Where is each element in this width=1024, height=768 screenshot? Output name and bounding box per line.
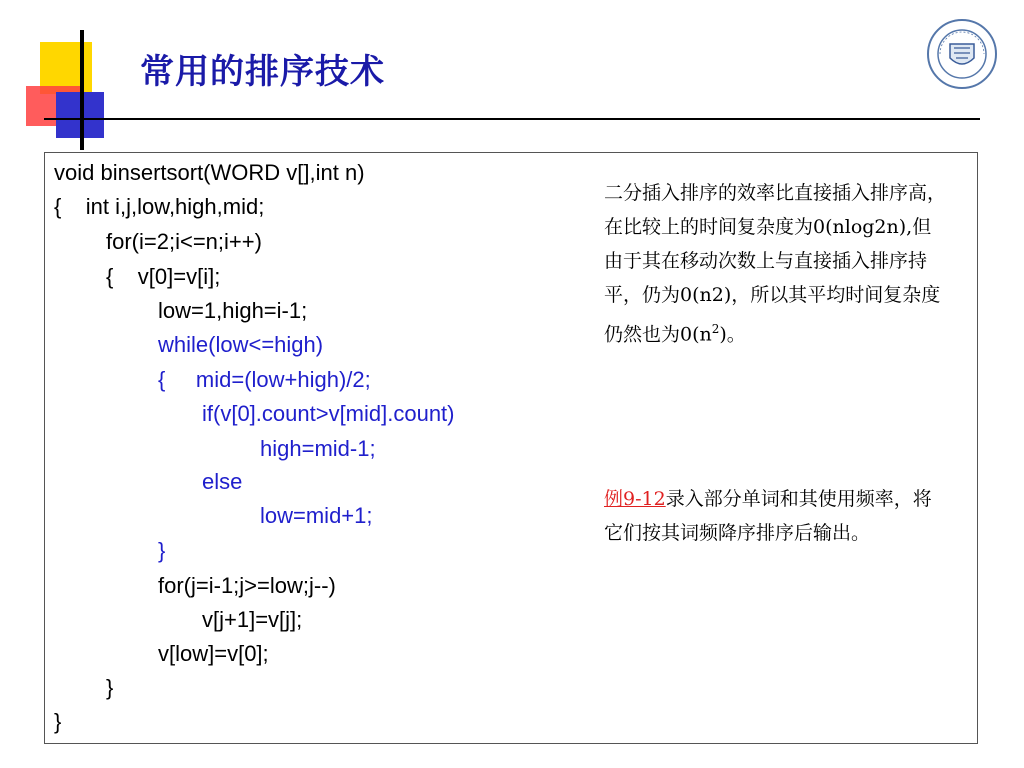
code-line: for(i=2;i<=n;i++) — [106, 229, 262, 254]
university-logo-icon — [926, 18, 998, 90]
code-line: } — [54, 709, 62, 734]
code-line: { mid=(low+high)/2; — [158, 367, 371, 392]
description-superscript: 2 — [711, 322, 720, 336]
header-divider-line — [44, 118, 980, 120]
description-end: )。 — [719, 323, 746, 346]
description-text — [604, 176, 950, 351]
example-description: 录入部分单词和其使用频率，将它们按其词频降序排序后输出。 — [604, 488, 932, 544]
code-line: for(j=i-1;j>=low;j--) — [158, 573, 336, 598]
code-line: { v[0]=v[i]; — [106, 264, 221, 289]
code-line: } — [106, 675, 114, 700]
code-line: v[low]=v[0]; — [158, 641, 269, 666]
code-line: else — [202, 469, 243, 494]
code-line: } — [158, 538, 166, 563]
code-line: high=mid-1; — [260, 436, 376, 461]
code-line: if(v[0].count>v[mid].count) — [202, 401, 455, 426]
code-line: low=mid+1; — [260, 503, 373, 528]
slide-title: 常用的排序技术 — [140, 52, 385, 92]
code-line: low=1,high=i-1; — [158, 298, 308, 323]
example-text — [604, 482, 950, 550]
example-link[interactable]: 例9-12 — [604, 488, 666, 510]
code-line: void binsertsort(WORD v[],int n) — [54, 160, 365, 185]
description-main: 二分插入排序的效率比直接插入排序高，在比较上的时间复杂度为0(nlog2n),但由于其在移动次数上与直接插入排序持平，仍为0(n2)，所以其平均时间复杂度仍然也为0(n — [604, 182, 947, 346]
code-line: { int i,j,low,high,mid; — [54, 194, 265, 219]
code-line: v[j+1]=v[j]; — [202, 607, 303, 632]
code-line: while(low<=high) — [158, 332, 324, 357]
decorative-vertical-bar — [80, 30, 84, 150]
